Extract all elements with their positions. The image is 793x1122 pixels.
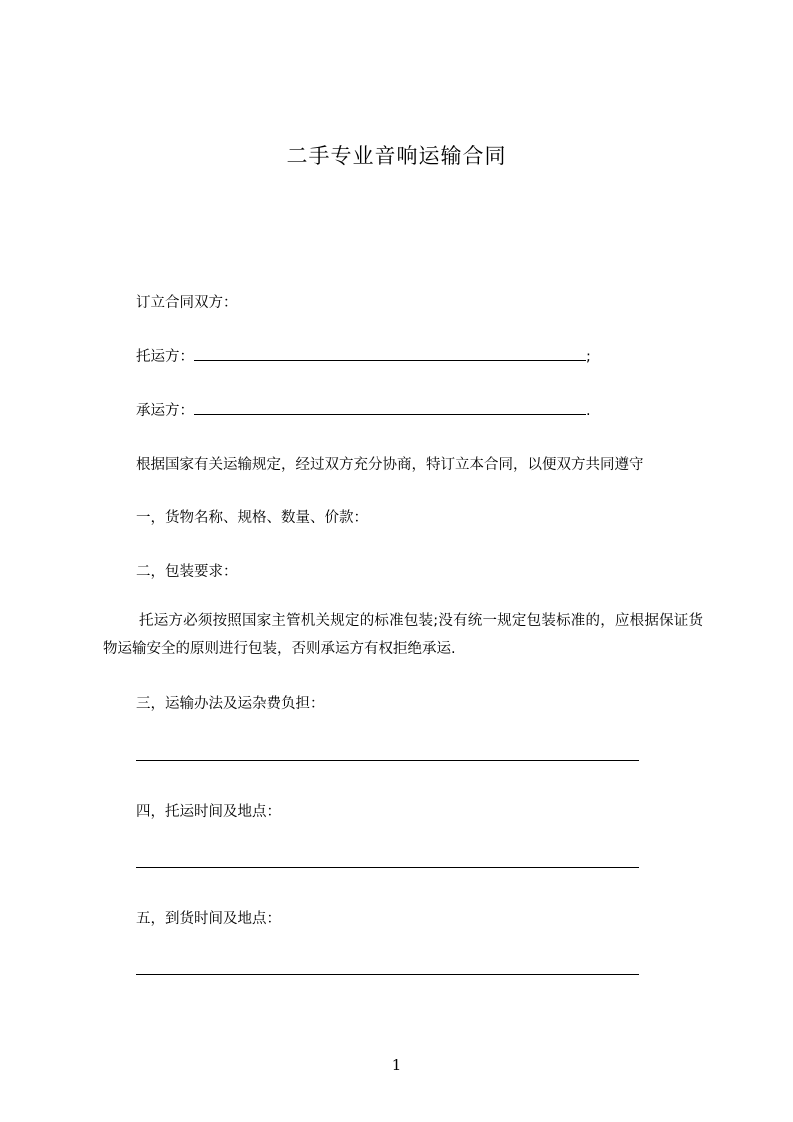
consignor-blank[interactable] xyxy=(194,346,586,361)
section-4-blank-line[interactable] xyxy=(136,867,639,868)
section-5-blank-line[interactable] xyxy=(136,974,639,975)
document-title: 二手专业音响运输合同 xyxy=(286,144,507,168)
consignor-end: ; xyxy=(586,349,591,365)
section-2-heading: 二，包装要求： xyxy=(136,564,238,580)
section-1-heading: 一，货物名称、规格、数量、价款： xyxy=(136,510,368,526)
carrier-line xyxy=(136,399,591,420)
page-number: 1 xyxy=(391,1056,402,1074)
carrier-blank[interactable] xyxy=(194,400,586,415)
section-3-heading: 三，运输办法及运杂费负担： xyxy=(136,696,325,712)
carrier-label: 承运方： xyxy=(136,403,194,419)
section-5-heading: 五，到货时间及地点： xyxy=(136,911,281,927)
section-2-body: 托运方必须按照国家主管机关规定的标准包装;没有统一规定包装标准的，应根据保证货物运输安全的原则进行包装，否则承运方有权拒绝承运. xyxy=(103,613,703,657)
consignor-label: 托运方： xyxy=(136,349,194,365)
consignor-line xyxy=(136,345,591,366)
carrier-end: . xyxy=(586,403,591,419)
section-3-blank-line[interactable] xyxy=(136,760,639,761)
parties-heading: 订立合同双方： xyxy=(136,295,238,311)
intro-paragraph: 根据国家有关运输规定，经过双方充分协商，特订立本合同，以便双方共同遵守 xyxy=(136,457,644,473)
section-4-heading: 四，托运时间及地点： xyxy=(136,804,281,820)
